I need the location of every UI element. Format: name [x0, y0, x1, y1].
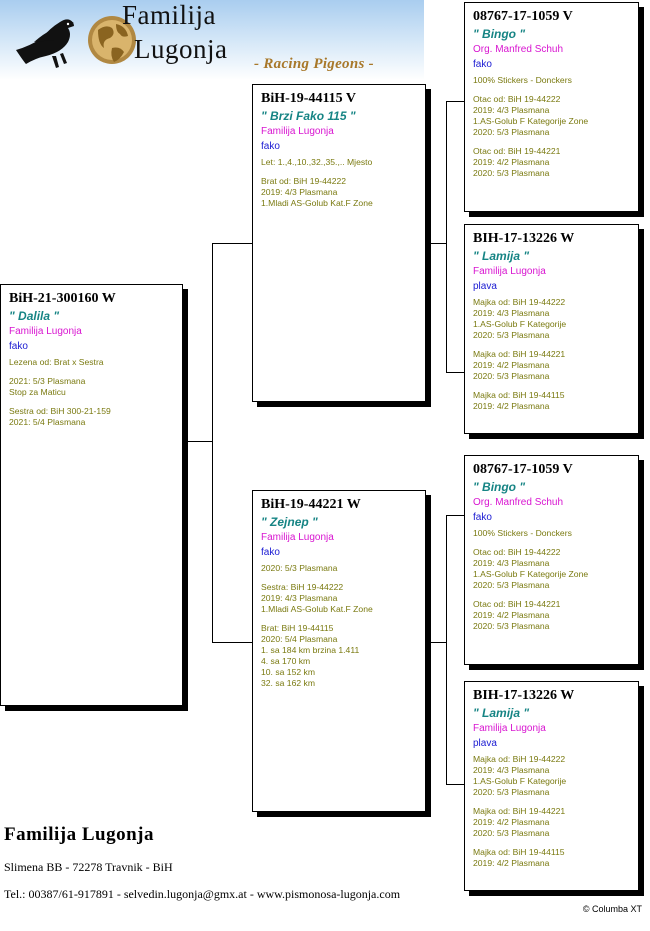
header-subtitle: - Racing Pigeons - [254, 56, 374, 72]
sire-sire-card [464, 2, 639, 212]
info-line: 2020: 5/3 Plasmana [473, 580, 550, 590]
info-line: 2019: 4/2 Plasmana [473, 360, 550, 370]
info-paragraph [261, 623, 417, 689]
breeder-name: Org. Manfred Schuh [473, 44, 564, 55]
connector-line [426, 642, 446, 643]
pigeon-color: fako [473, 59, 492, 70]
info-line: 2021: 5/3 Plasmana [9, 376, 86, 386]
connector-line [212, 642, 252, 643]
info-paragraph [473, 94, 630, 138]
ring-number: 08767-17-1059 V [473, 9, 573, 24]
info-line: Let: 1.,4.,10.,32.,35.,.. Mjesto [261, 157, 373, 167]
info-line: Otac od: BiH 19-44222 [473, 547, 561, 557]
ring-number: BiH-19-44115 V [261, 91, 357, 106]
info-line: 2019: 4/2 Plasmana [473, 157, 550, 167]
info-paragraph [9, 406, 174, 428]
pigeon-info [473, 754, 630, 869]
info-paragraph [261, 582, 417, 615]
pigeon-info [473, 75, 630, 179]
info-paragraph [473, 806, 630, 839]
info-line: Majka od: BiH 19-44221 [473, 806, 566, 816]
connector-line [446, 784, 464, 785]
info-line: 1.AS-Golub F Kategorije Zone [473, 569, 589, 579]
info-line: 2020: 5/3 Plasmana [473, 330, 550, 340]
info-paragraph [473, 349, 630, 382]
info-paragraph [473, 599, 630, 632]
pigeon-color: fako [473, 512, 492, 523]
subject-pigeon-card [0, 284, 183, 706]
pigeon-name: " Zejnep " [261, 515, 318, 529]
info-line: 2020: 5/3 Plasmana [261, 563, 338, 573]
connector-line [426, 243, 446, 244]
info-paragraph [473, 297, 630, 341]
info-line: 2020: 5/3 Plasmana [473, 787, 550, 797]
pigeon-name: " Bingo " [473, 480, 526, 494]
info-line: 2019: 4/3 Plasmana [261, 187, 338, 197]
ring-number: BiH-21-300160 W [9, 291, 116, 306]
pigeon-info [473, 528, 630, 632]
info-paragraph [473, 547, 630, 591]
info-line: Otac od: BiH 19-44222 [473, 94, 561, 104]
pigeon-color: plava [473, 738, 497, 749]
info-paragraph [261, 176, 417, 209]
info-paragraph [473, 528, 630, 539]
sire-dam-card [464, 224, 639, 434]
info-line: 100% Stickers - Donckers [473, 75, 572, 85]
connector-line [212, 243, 252, 244]
info-line: Stop za Maticu [9, 387, 66, 397]
info-line: 2019: 4/2 Plasmana [473, 858, 550, 868]
info-paragraph [9, 376, 174, 398]
info-line: Lezena od: Brat x Sestra [9, 357, 104, 367]
info-line: 1.Mladi AS-Golub Kat.F Zone [261, 604, 373, 614]
pigeon-name: " Lamija " [473, 706, 530, 720]
info-paragraph [261, 563, 417, 574]
info-line: 2019: 4/3 Plasmana [261, 593, 338, 603]
dam-sire-card [464, 455, 639, 665]
info-line: Otac od: BiH 19-44221 [473, 599, 561, 609]
breeder-name: Familija Lugonja [9, 326, 82, 337]
info-line: 2020: 5/3 Plasmana [473, 127, 550, 137]
ring-number: 08767-17-1059 V [473, 462, 573, 477]
info-line: 2020: 5/3 Plasmana [473, 621, 550, 631]
info-line: 100% Stickers - Donckers [473, 528, 572, 538]
info-line: 2020: 5/3 Plasmana [473, 371, 550, 381]
info-line: 4. sa 170 km [261, 656, 311, 666]
connector-line [187, 441, 213, 442]
info-paragraph [9, 357, 174, 368]
info-line: 1. sa 184 km brzina 1.411 [261, 645, 360, 655]
connector-line [212, 243, 213, 643]
info-paragraph [473, 75, 630, 86]
pigeon-info [473, 297, 630, 412]
ring-number: BIH-17-13226 W [473, 231, 575, 246]
info-paragraph [473, 754, 630, 798]
info-line: 2019: 4/2 Plasmana [473, 817, 550, 827]
info-line: Majka od: BiH 19-44221 [473, 349, 566, 359]
connector-line [446, 101, 447, 373]
info-line: Majka od: BiH 19-44222 [473, 297, 566, 307]
info-paragraph [261, 157, 417, 168]
pigeon-color: plava [473, 281, 497, 292]
info-line: 2019: 4/3 Plasmana [473, 558, 550, 568]
info-paragraph [473, 390, 630, 412]
sire-card [252, 84, 426, 402]
info-line: 2019: 4/3 Plasmana [473, 765, 550, 775]
connector-line [446, 515, 464, 516]
dam-card [252, 490, 426, 812]
breeder-name: Familija Lugonja [261, 126, 334, 137]
breeder-name: Org. Manfred Schuh [473, 497, 564, 508]
footer-title: Familija Lugonja [4, 824, 154, 845]
info-line: Majka od: BiH 19-44222 [473, 754, 566, 764]
info-line: 1.AS-Golub F Kategorije [473, 319, 567, 329]
pigeon-info [261, 157, 417, 209]
pigeon-color: fako [261, 547, 280, 558]
info-line: 2019: 4/3 Plasmana [473, 308, 550, 318]
info-line: Brat od: BiH 19-44222 [261, 176, 347, 186]
info-paragraph [473, 847, 630, 869]
header-title-line2: Lugonja [134, 34, 228, 64]
pigeon-name: " Brzi Fako 115 " [261, 109, 356, 123]
info-line: 2019: 4/3 Plasmana [473, 105, 550, 115]
pigeon-name: " Dalila " [9, 309, 60, 323]
info-line: Majka od: BiH 19-44115 [473, 847, 565, 857]
pigeon-info [261, 563, 417, 689]
breeder-name: Familija Lugonja [473, 266, 546, 277]
connector-line [446, 101, 464, 102]
info-line: 1.Mladi AS-Golub Kat.F Zone [261, 198, 373, 208]
info-line: 2021: 5/4 Plasmana [9, 417, 86, 427]
footer-contact: Tel.: 00387/61-917891 - selvedin.lugonja@gmx.at - www.pismonosa-lugonja.com [4, 887, 401, 901]
connector-line [446, 515, 447, 785]
connector-line [446, 372, 464, 373]
pigeon-color: fako [9, 341, 28, 352]
info-line: 2020: 5/3 Plasmana [473, 828, 550, 838]
info-line: Otac od: BiH 19-44221 [473, 146, 561, 156]
info-line: Majka od: BiH 19-44115 [473, 390, 565, 400]
dam-dam-card [464, 681, 639, 891]
info-line: 1.AS-Golub F Kategorije [473, 776, 567, 786]
info-line: 2020: 5/4 Plasmana [261, 634, 338, 644]
breeder-name: Familija Lugonja [261, 532, 334, 543]
footer-address: Slimena BB - 72278 Travnik - BiH [4, 860, 173, 874]
pigeon-info [9, 357, 174, 428]
breeder-name: Familija Lugonja [473, 723, 546, 734]
header-title-line1: Familija [122, 0, 216, 30]
copyright-notice: © Columba XT [582, 904, 642, 914]
ring-number: BIH-17-13226 W [473, 688, 575, 703]
info-line: 2019: 4/2 Plasmana [473, 610, 550, 620]
info-line: 2020: 5/3 Plasmana [473, 168, 550, 178]
info-line: Sestra: BiH 19-44222 [261, 582, 344, 592]
info-line: Brat: BiH 19-44115 [261, 623, 334, 633]
pigeon-color: fako [261, 141, 280, 152]
info-line: 2019: 4/2 Plasmana [473, 401, 550, 411]
info-line: 32. sa 162 km [261, 678, 315, 688]
pigeon-name: " Lamija " [473, 249, 530, 263]
info-line: 10. sa 152 km [261, 667, 315, 677]
header-banner [0, 0, 424, 80]
info-line: Sestra od: BiH 300-21-159 [9, 406, 111, 416]
info-line: 1.AS-Golub F Kategorije Zone [473, 116, 589, 126]
ring-number: BiH-19-44221 W [261, 497, 361, 512]
info-paragraph [473, 146, 630, 179]
pigeon-name: " Bingo " [473, 27, 526, 41]
